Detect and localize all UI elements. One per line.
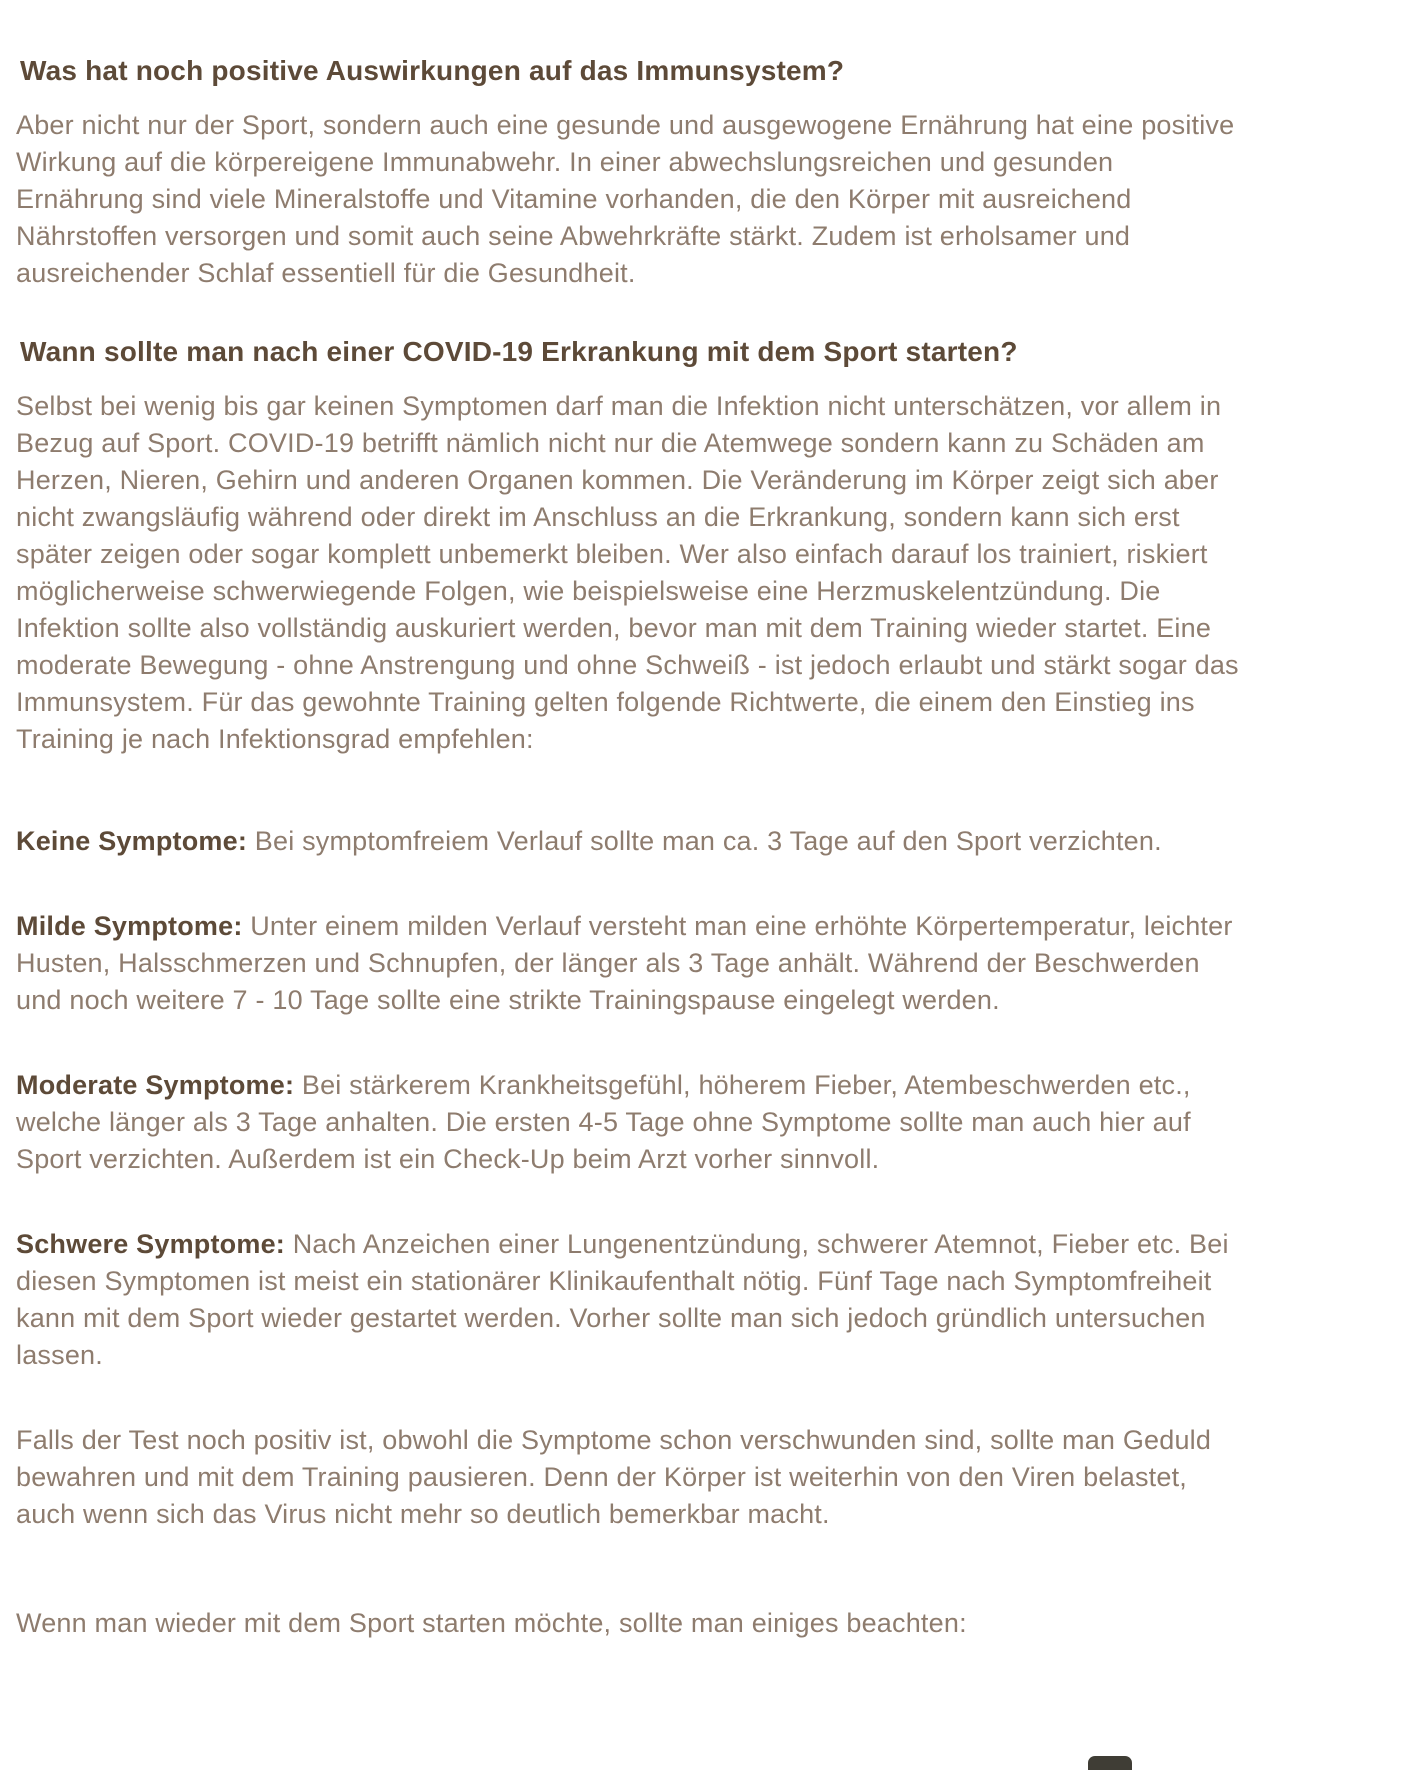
section-heading-immune-benefits: Was hat noch positive Auswirkungen auf das Immunsystem? — [20, 55, 845, 86]
paragraph-no-symptoms — [16, 823, 1248, 860]
paragraph-moderate-symptoms — [16, 1067, 1248, 1178]
label-mild-symptoms: Milde Symptome: — [16, 911, 243, 941]
text-moderate-symptoms: Bei stärkerem Krankheitsgefühl, höherem Fieber, Atembeschwerden etc., welche länger als 3 Tage anhalten. Die ersten 4-5 Tage ohne Symptome sollte man auch hier auf Sport verzichten. Außerdem ist ein Check-Up beim Arzt vorher sinnvoll. — [16, 1070, 1191, 1174]
text-severe-symptoms: Nach Anzeichen einer Lungenentzündung, schwerer Atemnot, Fieber etc. Bei diesen Symptomen ist meist ein stationärer Klinikaufenthalt nötig. Fünf Tage nach Symptomfreiheit kann mit dem Sport wieder gestartet werden. Vorher sollte man sich jedoch gründlich untersuchen lassen. — [16, 1229, 1229, 1370]
section-heading-covid-sport-start: Wann sollte man nach einer COVID-19 Erkrankung mit dem Sport starten? — [20, 336, 1018, 367]
paragraph-covid-risks: Selbst bei wenig bis gar keinen Symptomen darf man die Infektion nicht unterschätzen, vor allem in Bezug auf Sport. COVID-19 betrifft nämlich nicht nur die Atemwege sondern kann zu Schäden am Herzen, Nieren, Gehirn und anderen Organen kommen. Die Veränderung im Körper zeigt sich aber nicht zwangsläufig während oder direkt im Anschluss an die Erkrankung, sondern kann sich erst später zeigen oder sogar komplett unbemerkt bleiben. Wer also einfach darauf los trainiert, riskiert möglicherweise schwerwiegende Folgen, wie beispielsweise eine Herzmuskelentzündung. Die Infektion sollte also vollständig auskuriert werden, bevor man mit dem Training wieder startet. Eine moderate Bewegung - ohne Anstrengung und ohne Schweiß - ist jedoch erlaubt und stärkt sogar das Immunsystem. Für das gewohnte Training gelten folgende Richtwerte, die einem den Einstieg ins Training je nach Infektionsgrad empfehlen: — [16, 391, 1239, 754]
paragraph-nutrition-sleep: Aber nicht nur der Sport, sondern auch eine gesunde und ausgewogene Ernährung hat eine positive Wirkung auf die körpereigene Immunabwehr. In einer abwechslungsreichen und gesunden Ernährung sind viele Mineralstoffe und Vitamine vorhanden, die den Körper mit ausreichend Nährstoffen versorgen und somit auch seine Abwehrkräfte stärkt. Zudem ist erholsamer und ausreichender Schlaf essentiell für die Gesundheit. — [16, 110, 1235, 288]
label-moderate-symptoms: Moderate Symptome: — [16, 1070, 295, 1100]
paragraph-mild-symptoms — [16, 908, 1248, 1019]
paragraph-spacer — [16, 1581, 1248, 1605]
text-mild-symptoms: Unter einem milden Verlauf versteht man eine erhöhte Körpertemperatur, leichter Husten, Halsschmerzen und Schnupfen, der länger als 3 Tage anhält. Während der Beschwerden und noch weitere 7 - 10 Tage sollte eine strikte Trainingspause eingelegt werden. — [16, 911, 1233, 1015]
paragraph-severe-symptoms — [16, 1226, 1248, 1374]
paragraph-restart-intro: Wenn man wieder mit dem Sport starten möchte, sollte man einiges beachten: — [16, 1608, 967, 1638]
paragraph-spacer — [16, 799, 1248, 823]
paragraph-positive-test: Falls der Test noch positiv ist, obwohl die Symptome schon verschwunden sind, sollte man Geduld bewahren und mit dem Training pausieren. Denn der Körper ist weiterhin von den Viren belastet, auch wenn sich das Virus nicht mehr so deutlich bemerkbar macht. — [16, 1425, 1212, 1529]
text-no-symptoms: Bei symptomfreiem Verlauf sollte man ca. 3 Tage auf den Sport verzichten. — [254, 826, 1162, 856]
label-severe-symptoms: Schwere Symptome: — [16, 1229, 285, 1259]
label-no-symptoms: Keine Symptome: — [16, 826, 248, 856]
